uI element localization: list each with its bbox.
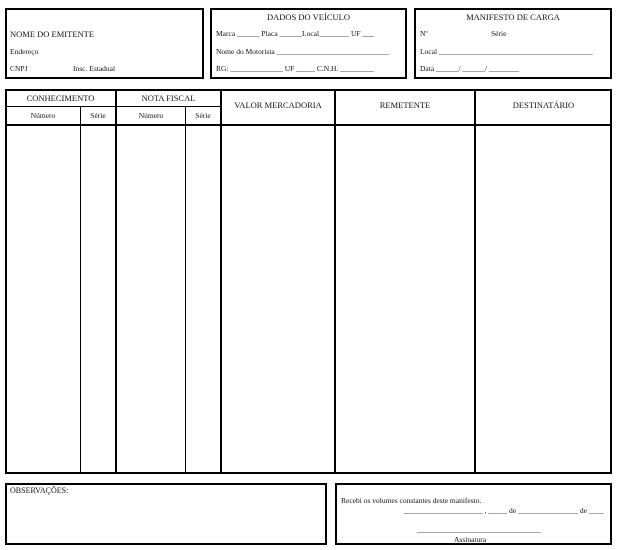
manifesto-data: Data ______/ ______/ ________ [420, 64, 519, 73]
col-line [474, 90, 476, 473]
emitente-endereco: Endereço [10, 47, 39, 56]
manifesto-local: Local _________________________________________ [420, 47, 593, 56]
th-conhecimento: CONHECIMENTO [26, 93, 95, 103]
emitente-inscricao: Insc. Estadual [73, 64, 116, 73]
header-bottom-line [6, 124, 611, 126]
th-destinatario: DESTINATÁRIO [512, 100, 575, 110]
emitente-cnpj: CNPJ [10, 64, 28, 73]
veiculo-title: DADOS DO VEÍCULO [267, 12, 350, 22]
recebimento-date-line: _____________________ , _____ de ________________ de ____ [404, 506, 604, 515]
th-serie-nota: Série [195, 111, 211, 120]
manifesto-numero: Nº [420, 29, 428, 38]
manifesto-serie: Série [491, 29, 507, 38]
th-remetente: REMETENTE [379, 100, 431, 110]
col-line [334, 90, 336, 473]
observacoes-label: OBSERVAÇÕES: [10, 486, 69, 495]
th-numero-nota: Número [138, 111, 164, 120]
th-numero-conhecimento: Número [30, 111, 56, 120]
veiculo-line-marca: Marca ______ Placa ______Local________ UF ___ [216, 29, 374, 38]
header-split-line [6, 106, 221, 107]
recebimento-text: Recebi os volumes constantes deste manifesto. [341, 496, 482, 505]
col-line [80, 107, 81, 473]
th-serie-conhecimento: Série [90, 111, 106, 120]
th-nota-fiscal: NOTA FISCAL [141, 93, 196, 103]
signature-line: _________________________________ [417, 525, 541, 534]
th-valor-mercadoria: VALOR MERCADORIA [234, 100, 322, 110]
col-line [220, 90, 222, 473]
assinatura-label: Assinatura [454, 535, 487, 544]
col-line [185, 107, 186, 473]
manifesto-title: MANIFESTO DE CARGA [466, 12, 560, 22]
col-line [115, 90, 117, 473]
veiculo-line-motorista: Nome do Motorista ______________________________ [216, 47, 390, 56]
veiculo-line-rg: RG: ______________ UF _____ C.N.H. _________ [216, 64, 374, 73]
emitente-nome: NOME DO EMITENTE [10, 29, 95, 39]
cargo-table [5, 89, 612, 474]
